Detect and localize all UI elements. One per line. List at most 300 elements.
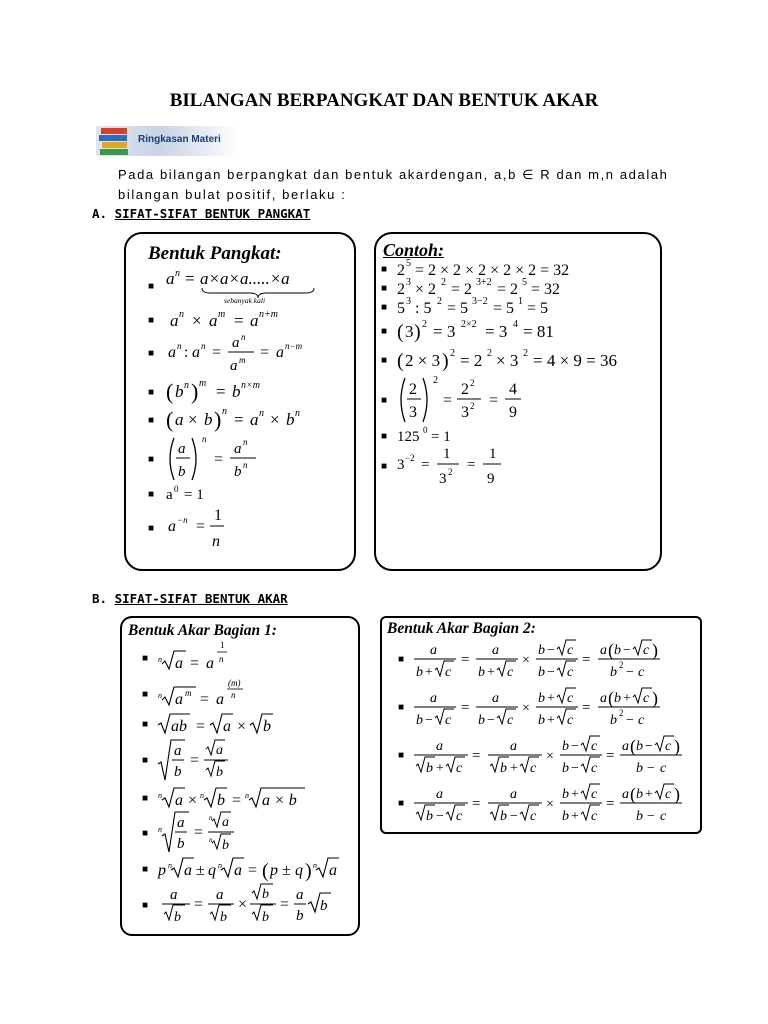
- svg-text:a: a: [250, 410, 259, 429]
- svg-text:c: c: [591, 739, 598, 754]
- svg-text:(m): (m): [228, 678, 241, 688]
- svg-text:a: a: [216, 691, 224, 708]
- svg-text:b: b: [636, 809, 643, 824]
- books-icon: [98, 124, 132, 158]
- section-b-heading: [92, 591, 288, 606]
- svg-text:b: b: [614, 643, 621, 658]
- svg-text:×: ×: [546, 749, 554, 764]
- svg-text:b: b: [426, 809, 433, 824]
- svg-text:a×a×a.....×a: a×a×a.....×a: [200, 269, 290, 288]
- contoh-example-8: ■ 3 −2 = 1 3 2 = 1 9: [381, 446, 497, 487]
- page-title: BILANGAN BERPANGKAT DAN BENTUK AKAR: [169, 90, 599, 111]
- svg-text:b: b: [538, 691, 545, 706]
- svg-text:2: 2: [619, 708, 624, 718]
- svg-text:−: −: [645, 739, 653, 754]
- svg-text:n: n: [222, 406, 227, 417]
- svg-text:2: 2: [470, 378, 475, 388]
- underbrace-label: sebanyak kali: [224, 296, 266, 305]
- svg-text:3: 3: [406, 277, 411, 288]
- svg-text:b: b: [262, 910, 269, 925]
- svg-text:= 81: = 81: [523, 322, 554, 341]
- svg-text:n: n: [209, 836, 213, 844]
- svg-text:× 3: × 3: [496, 351, 519, 370]
- svg-text:b: b: [636, 761, 643, 776]
- svg-text:n−m: n−m: [285, 341, 303, 351]
- svg-text:= 4 × 9 = 36: = 4 × 9 = 36: [533, 351, 618, 370]
- svg-text:(: (: [166, 379, 174, 404]
- svg-text:×: ×: [188, 792, 198, 809]
- akar2-formula-3: ■ a b + c = a b + c × b − c b − c = a ( b − c ) b − c: [398, 736, 680, 776]
- svg-text:2×2: 2×2: [461, 319, 477, 330]
- svg-text:3: 3: [409, 404, 417, 421]
- svg-text:a: a: [232, 335, 240, 351]
- svg-text:−: −: [626, 665, 634, 680]
- svg-text:−: −: [647, 809, 655, 824]
- svg-text:−: −: [623, 643, 631, 658]
- svg-text:+: +: [436, 761, 444, 776]
- svg-text:n+m: n+m: [259, 309, 278, 320]
- svg-text:+: +: [623, 691, 631, 706]
- svg-text:n: n: [313, 861, 317, 870]
- svg-text:a × b: a × b: [262, 792, 297, 809]
- svg-text:(: (: [397, 321, 404, 343]
- svg-text:n: n: [158, 655, 162, 664]
- svg-text:b: b: [175, 382, 184, 401]
- svg-text:b: b: [610, 713, 617, 728]
- svg-text:2: 2: [433, 375, 438, 386]
- svg-text:=: =: [190, 752, 200, 769]
- svg-text:a: a: [276, 344, 284, 361]
- svg-text:b: b: [614, 691, 621, 706]
- svg-text:=: =: [606, 748, 615, 764]
- svg-text:= 5: = 5: [493, 300, 515, 317]
- svg-text:c: c: [530, 809, 537, 824]
- svg-text:b: b: [416, 713, 423, 728]
- svg-text:2: 2: [523, 348, 528, 359]
- svg-text:4: 4: [509, 381, 517, 398]
- svg-text:b: b: [263, 718, 271, 735]
- svg-text:b: b: [178, 464, 186, 480]
- svg-text:b: b: [562, 787, 569, 802]
- svg-text:0: 0: [423, 425, 428, 435]
- svg-text:n: n: [295, 408, 300, 419]
- svg-text:= 3: = 3: [485, 322, 508, 341]
- section-a-letter: A.: [92, 206, 108, 221]
- svg-text:b: b: [562, 761, 569, 776]
- akar1-formula-1: ■ n a = a 1 n: [142, 640, 225, 672]
- svg-text:= 1: = 1: [184, 487, 204, 503]
- contoh-example-4: ■ ( 3 ) 2 = 3 2×2 = 3 4 = 81: [381, 319, 554, 343]
- akar1-formula-8: ■ a b = a b × b b = a b b: [142, 882, 328, 928]
- svg-text:c: c: [643, 691, 650, 706]
- svg-text:a: a: [175, 655, 183, 672]
- svg-text:m: m: [239, 355, 246, 365]
- svg-text:c: c: [665, 787, 672, 802]
- svg-text:a: a: [622, 787, 629, 802]
- svg-text:b: b: [296, 908, 304, 924]
- svg-text:ab: ab: [171, 718, 187, 735]
- akar2-formula-4: ■ a b − c = a b − c × b + c b + c = a ( b + c ) b − c: [398, 784, 680, 824]
- akar2-formula-2: ■ a b − c = a b − c × b + c b + c = a ( b + c ) b 2 − c: [398, 688, 658, 728]
- contoh-example-6: ■ 2 3 2 = 2 2 3 2 = 4 9: [381, 375, 517, 421]
- svg-text:b: b: [538, 713, 545, 728]
- svg-text:b: b: [610, 665, 617, 680]
- pangkat-formula-4: ■ ( b n ) m = b n×m: [148, 378, 260, 404]
- svg-text:a: a: [170, 887, 178, 903]
- svg-text:n: n: [219, 654, 224, 664]
- svg-text:−: −: [571, 761, 579, 776]
- svg-text:2: 2: [487, 348, 492, 359]
- svg-text:=: =: [280, 896, 290, 913]
- svg-text:(: (: [166, 407, 174, 432]
- svg-text:b: b: [174, 764, 182, 780]
- svg-text:+: +: [571, 809, 579, 824]
- svg-text:q: q: [295, 862, 303, 879]
- svg-text:b: b: [234, 464, 242, 480]
- svg-text:−n: −n: [177, 515, 188, 525]
- svg-text:b: b: [174, 910, 181, 925]
- svg-text:c: c: [591, 787, 598, 802]
- svg-text:n: n: [243, 460, 248, 470]
- svg-text:b: b: [222, 838, 229, 853]
- bentuk-akar-2-title: Bentuk Akar Bagian 2:: [387, 620, 536, 637]
- svg-text:+: +: [571, 787, 579, 802]
- svg-text:a: a: [622, 739, 629, 754]
- svg-text:c: c: [530, 761, 537, 776]
- svg-text:c: c: [456, 809, 463, 824]
- svg-text:p: p: [158, 862, 166, 879]
- svg-text:=: =: [472, 796, 481, 812]
- svg-text:= 1: = 1: [431, 429, 451, 445]
- svg-text:n: n: [201, 341, 206, 351]
- svg-text:= 5: = 5: [527, 300, 549, 317]
- svg-text:c: c: [660, 761, 667, 776]
- svg-text:−: −: [425, 713, 433, 728]
- svg-text:a: a: [230, 358, 238, 374]
- pangkat-formula-5: ■ ( a × b ) n = a n × b n: [148, 406, 300, 432]
- svg-text:n: n: [209, 814, 213, 822]
- banner-label: Ringkasan Materi: [138, 134, 221, 145]
- svg-text:n: n: [184, 380, 189, 391]
- svg-text:a: a: [216, 743, 223, 758]
- svg-text:= 2 × 2 × 2 × 2 × 2 = 32: = 2 × 2 × 2 × 2 × 2 = 32: [415, 262, 570, 279]
- svg-text:m: m: [199, 378, 207, 389]
- svg-text:= 5: = 5: [447, 300, 469, 317]
- section-b-letter: B.: [92, 591, 108, 606]
- svg-text:−: −: [436, 809, 444, 824]
- svg-text:b: b: [500, 761, 507, 776]
- svg-text:a: a: [510, 787, 517, 802]
- svg-text:3−2: 3−2: [472, 296, 488, 307]
- svg-text:1: 1: [443, 446, 451, 462]
- svg-text:: 5: : 5: [415, 300, 432, 317]
- svg-text:a: a: [168, 344, 176, 361]
- svg-text:±: ±: [282, 862, 291, 879]
- svg-text:2: 2: [448, 467, 453, 477]
- svg-text:n: n: [179, 309, 184, 320]
- svg-text:a: a: [168, 518, 176, 535]
- svg-text:9: 9: [509, 404, 517, 421]
- pangkat-formula-1: ■ a n = a×a×a.....×a sebanyak kali: [148, 268, 354, 304]
- svg-text:): ): [674, 736, 680, 756]
- svg-text:b: b: [177, 836, 185, 852]
- svg-text::: :: [184, 344, 189, 361]
- svg-text:= 2: = 2: [460, 351, 483, 370]
- svg-text:a: a: [430, 691, 437, 706]
- svg-text:n: n: [168, 861, 172, 870]
- svg-text:): ): [414, 321, 421, 343]
- svg-text:b: b: [478, 665, 485, 680]
- svg-text:=: =: [234, 410, 244, 429]
- svg-text:a: a: [436, 739, 443, 754]
- svg-text:n: n: [212, 533, 220, 550]
- svg-text:9: 9: [487, 471, 495, 487]
- svg-text:n: n: [243, 437, 248, 447]
- svg-text:−: −: [571, 739, 579, 754]
- svg-text:3: 3: [397, 457, 405, 473]
- svg-text:=: =: [606, 796, 615, 812]
- svg-text:n: n: [177, 341, 182, 351]
- svg-text:=: =: [214, 451, 224, 468]
- svg-text:b: b: [286, 410, 295, 429]
- svg-text:b: b: [416, 665, 423, 680]
- svg-text:×: ×: [192, 311, 202, 330]
- akar1-formula-6: ■ n a b = n a n b: [142, 814, 229, 853]
- svg-text:=: =: [196, 718, 206, 735]
- svg-text:+: +: [547, 691, 555, 706]
- svg-text:=: =: [190, 655, 200, 672]
- svg-text:b: b: [562, 739, 569, 754]
- svg-text:=: =: [196, 518, 206, 535]
- svg-text:b: b: [562, 809, 569, 824]
- svg-text:n: n: [158, 791, 162, 800]
- svg-text:a: a: [175, 691, 183, 708]
- svg-text:4: 4: [513, 319, 518, 330]
- svg-text:3: 3: [406, 296, 411, 307]
- svg-text:3: 3: [405, 322, 414, 341]
- svg-text:a: a: [174, 743, 182, 759]
- svg-text:= 2: = 2: [451, 281, 473, 298]
- svg-text:(: (: [630, 784, 636, 804]
- svg-text:(: (: [608, 640, 614, 660]
- svg-text:a: a: [600, 691, 607, 706]
- svg-text:−: −: [547, 665, 555, 680]
- svg-text:±: ±: [196, 862, 205, 879]
- svg-text:a: a: [223, 718, 231, 735]
- svg-text:a: a: [206, 655, 214, 672]
- svg-text:(: (: [262, 860, 269, 882]
- svg-text:=: =: [185, 269, 195, 288]
- svg-text:c: c: [567, 665, 574, 680]
- contoh-example-3: ■ 5 3 : 5 2 = 5 3−2 = 5 1 = 5: [381, 296, 549, 317]
- svg-text:n: n: [202, 434, 207, 444]
- svg-text:b: b: [500, 809, 507, 824]
- svg-text:2: 2: [437, 296, 442, 307]
- pangkat-formula-6: ■ a b n = a n b n: [148, 434, 248, 480]
- svg-text:a: a: [175, 792, 183, 809]
- svg-text:): ): [214, 407, 222, 432]
- svg-text:a: a: [510, 739, 517, 754]
- contoh-example-1: ■ 2 5 = 2 × 2 × 2 × 2 × 2 = 32: [381, 258, 570, 279]
- svg-text:c: c: [638, 713, 645, 728]
- svg-text:): ): [652, 688, 658, 708]
- svg-text:c: c: [507, 665, 514, 680]
- svg-text:b: b: [232, 382, 241, 401]
- svg-text:×: ×: [238, 896, 248, 913]
- svg-text:=: =: [194, 896, 204, 913]
- svg-text:(: (: [608, 688, 614, 708]
- contoh-example-2: ■ 2 3 × 2 2 = 2 3+2 = 2 5 = 32: [381, 277, 561, 298]
- svg-text:=: =: [260, 344, 270, 361]
- svg-text:=: =: [582, 652, 591, 668]
- svg-text:0: 0: [174, 484, 179, 494]
- svg-text:=: =: [461, 700, 470, 716]
- svg-text:(: (: [397, 350, 404, 372]
- svg-text:=: =: [489, 392, 499, 409]
- svg-text:b: b: [217, 792, 225, 809]
- svg-text:b: b: [204, 410, 213, 429]
- akar1-formula-4: ■ a b = a b: [142, 738, 248, 782]
- svg-text:2: 2: [619, 660, 624, 670]
- svg-text:a: a: [430, 643, 437, 658]
- contoh-title: Contoh:: [383, 240, 445, 260]
- svg-text:a: a: [436, 787, 443, 802]
- svg-text:=: =: [212, 344, 222, 361]
- svg-text:2: 2: [441, 277, 446, 288]
- contoh-example-5: ■ ( 2 × 3 ) 2 = 2 2 × 3 2 = 4 × 9 = 36: [381, 348, 618, 372]
- svg-text:n: n: [158, 691, 162, 700]
- svg-text:a: a: [250, 311, 259, 330]
- svg-text:c: c: [665, 739, 672, 754]
- svg-text:c: c: [643, 643, 650, 658]
- svg-text:c: c: [507, 713, 514, 728]
- svg-text:c: c: [445, 713, 452, 728]
- svg-text:−: −: [510, 809, 518, 824]
- section-a-heading: [92, 206, 310, 221]
- svg-text:n: n: [259, 408, 264, 419]
- svg-text:2: 2: [450, 348, 455, 359]
- svg-text:n: n: [231, 690, 236, 700]
- svg-text:=: =: [443, 392, 453, 409]
- svg-text:a: a: [175, 410, 184, 429]
- svg-text:n: n: [241, 332, 246, 342]
- svg-text:a: a: [166, 487, 173, 503]
- svg-text:c: c: [567, 643, 574, 658]
- svg-text:b: b: [220, 910, 227, 925]
- svg-text:c: c: [567, 691, 574, 706]
- svg-text:=: =: [467, 457, 476, 473]
- svg-text:(: (: [630, 736, 636, 756]
- svg-text:b: b: [636, 787, 643, 802]
- svg-text:2: 2: [409, 381, 417, 398]
- svg-text:a: a: [177, 815, 185, 831]
- svg-text:=: =: [200, 691, 210, 708]
- svg-text:a: a: [296, 887, 304, 903]
- svg-text:= 3: = 3: [433, 322, 456, 341]
- svg-text:q: q: [208, 862, 216, 879]
- svg-text:=: =: [472, 748, 481, 764]
- svg-text:): ): [652, 640, 658, 660]
- akar2-formula-1: ■ a b + c = a b + c × b − c b − c = a ( b − c ) b 2 − c: [398, 640, 658, 680]
- svg-text:b: b: [320, 898, 328, 914]
- svg-text:p: p: [270, 862, 278, 879]
- svg-text:): ): [674, 784, 680, 804]
- bentuk-akar-1-title: Bentuk Akar Bagian 1:: [128, 622, 277, 639]
- svg-text:= 32: = 32: [531, 281, 561, 298]
- svg-text:= 2: = 2: [497, 281, 519, 298]
- svg-text:125: 125: [397, 429, 420, 445]
- svg-text:a: a: [492, 691, 499, 706]
- svg-text:a: a: [234, 862, 242, 879]
- svg-text:a: a: [234, 441, 242, 457]
- svg-text:3: 3: [439, 471, 447, 487]
- svg-text:2 × 3: 2 × 3: [405, 351, 441, 370]
- svg-text:): ): [191, 379, 199, 404]
- svg-text:n: n: [175, 268, 180, 279]
- svg-text:a: a: [178, 441, 186, 457]
- svg-text:c: c: [591, 809, 598, 824]
- svg-text:=: =: [582, 700, 591, 716]
- svg-text:=: =: [421, 457, 430, 473]
- svg-text:b: b: [426, 761, 433, 776]
- svg-text:n×m: n×m: [241, 380, 260, 391]
- svg-text:2: 2: [397, 281, 405, 298]
- svg-text:×: ×: [522, 653, 530, 668]
- svg-text:3: 3: [461, 404, 469, 421]
- svg-text:n: n: [245, 791, 249, 800]
- svg-text:5: 5: [522, 277, 527, 288]
- section-a-title: SIFAT-SIFAT BENTUK PANGKAT: [114, 206, 311, 221]
- svg-text:c: c: [567, 713, 574, 728]
- svg-text:−: −: [487, 713, 495, 728]
- section-b-title: SIFAT-SIFAT BENTUK AKAR: [114, 591, 288, 606]
- akar1-formula-7: ■ p n a ± q n a = ( p ± q ) n a: [142, 860, 337, 882]
- svg-text:1: 1: [489, 446, 497, 462]
- svg-text:=: =: [216, 382, 226, 401]
- svg-text:2: 2: [470, 401, 475, 411]
- svg-text:2: 2: [422, 319, 427, 330]
- svg-text:c: c: [445, 665, 452, 680]
- svg-text:2: 2: [397, 262, 405, 279]
- svg-text:−: −: [647, 761, 655, 776]
- svg-text:c: c: [638, 665, 645, 680]
- svg-text:b: b: [216, 765, 223, 780]
- svg-text:a: a: [600, 643, 607, 658]
- pangkat-formula-2: ■ a n × a m = a n+m: [148, 309, 278, 330]
- svg-text:1: 1: [220, 640, 225, 650]
- svg-text:×: ×: [522, 701, 530, 716]
- svg-text:n: n: [200, 791, 204, 800]
- svg-text:b: b: [262, 887, 269, 902]
- svg-text:×: ×: [546, 797, 554, 812]
- svg-text:a: a: [192, 344, 200, 361]
- svg-text:a: a: [216, 887, 224, 903]
- svg-text:m: m: [185, 688, 192, 698]
- bentuk-pangkat-title: Bentuk Pangkat:: [148, 243, 282, 264]
- svg-text:5: 5: [397, 300, 405, 317]
- svg-text:b: b: [538, 643, 545, 658]
- svg-text:n: n: [218, 861, 222, 870]
- svg-text:×: ×: [237, 718, 247, 735]
- svg-text:a: a: [166, 269, 175, 288]
- svg-text:a: a: [222, 815, 229, 830]
- svg-text:2: 2: [461, 381, 469, 398]
- svg-text:× 2: × 2: [415, 281, 437, 298]
- svg-text:a: a: [492, 643, 499, 658]
- svg-text:c: c: [591, 761, 598, 776]
- svg-text:=: =: [234, 311, 244, 330]
- svg-text:×: ×: [270, 410, 280, 429]
